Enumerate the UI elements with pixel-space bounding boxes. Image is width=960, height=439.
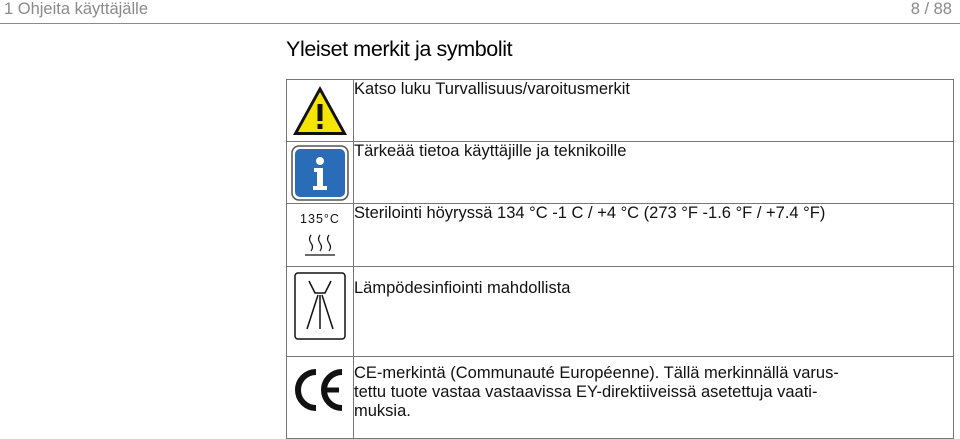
warning-triangle-icon [291, 84, 349, 138]
table-row [287, 80, 954, 142]
chapter-title: 1 Ohjeita käyttäjälle [4, 0, 148, 18]
steam-sterilization-icon [291, 207, 349, 263]
section-title: Yleiset merkit ja symbolit [286, 37, 513, 61]
header-divider [0, 23, 960, 24]
page-number: 8 / 88 [910, 0, 952, 18]
symbols-table [286, 79, 954, 439]
row-text: Tärkeää tietoa käyttäjille ja teknikoille [354, 142, 954, 204]
icon-cell [287, 357, 354, 439]
icon-cell [287, 142, 354, 204]
row-text: Sterilointi höyryssä 134 °C -1 C / +4 °C (273 °F -1.6 °F / +7.4 °F) [354, 204, 954, 267]
steam-temperature-label: 135°C [300, 212, 340, 226]
row-text: Lämpödesinfiointi mahdollista [354, 267, 954, 357]
row-text: Katso luku Turvallisuus/varoitusmerkit [354, 80, 954, 142]
table-row [287, 267, 954, 357]
row-text: CE-merkintä (Communauté Européenne). Tällä merkinnällä varus- tettu tuote vastaa vastaavissa EY-direktiiveissä asetettuja vaati- muksia. [354, 357, 954, 439]
icon-cell [287, 204, 354, 267]
info-icon [291, 145, 349, 201]
table-row [287, 357, 954, 439]
table-row [287, 204, 954, 267]
icon-cell [287, 80, 354, 142]
icon-cell [287, 267, 354, 357]
ce-mark-icon [292, 367, 348, 413]
table-row [287, 142, 954, 204]
thermal-disinfection-icon [291, 271, 349, 341]
page-header [0, 0, 960, 24]
